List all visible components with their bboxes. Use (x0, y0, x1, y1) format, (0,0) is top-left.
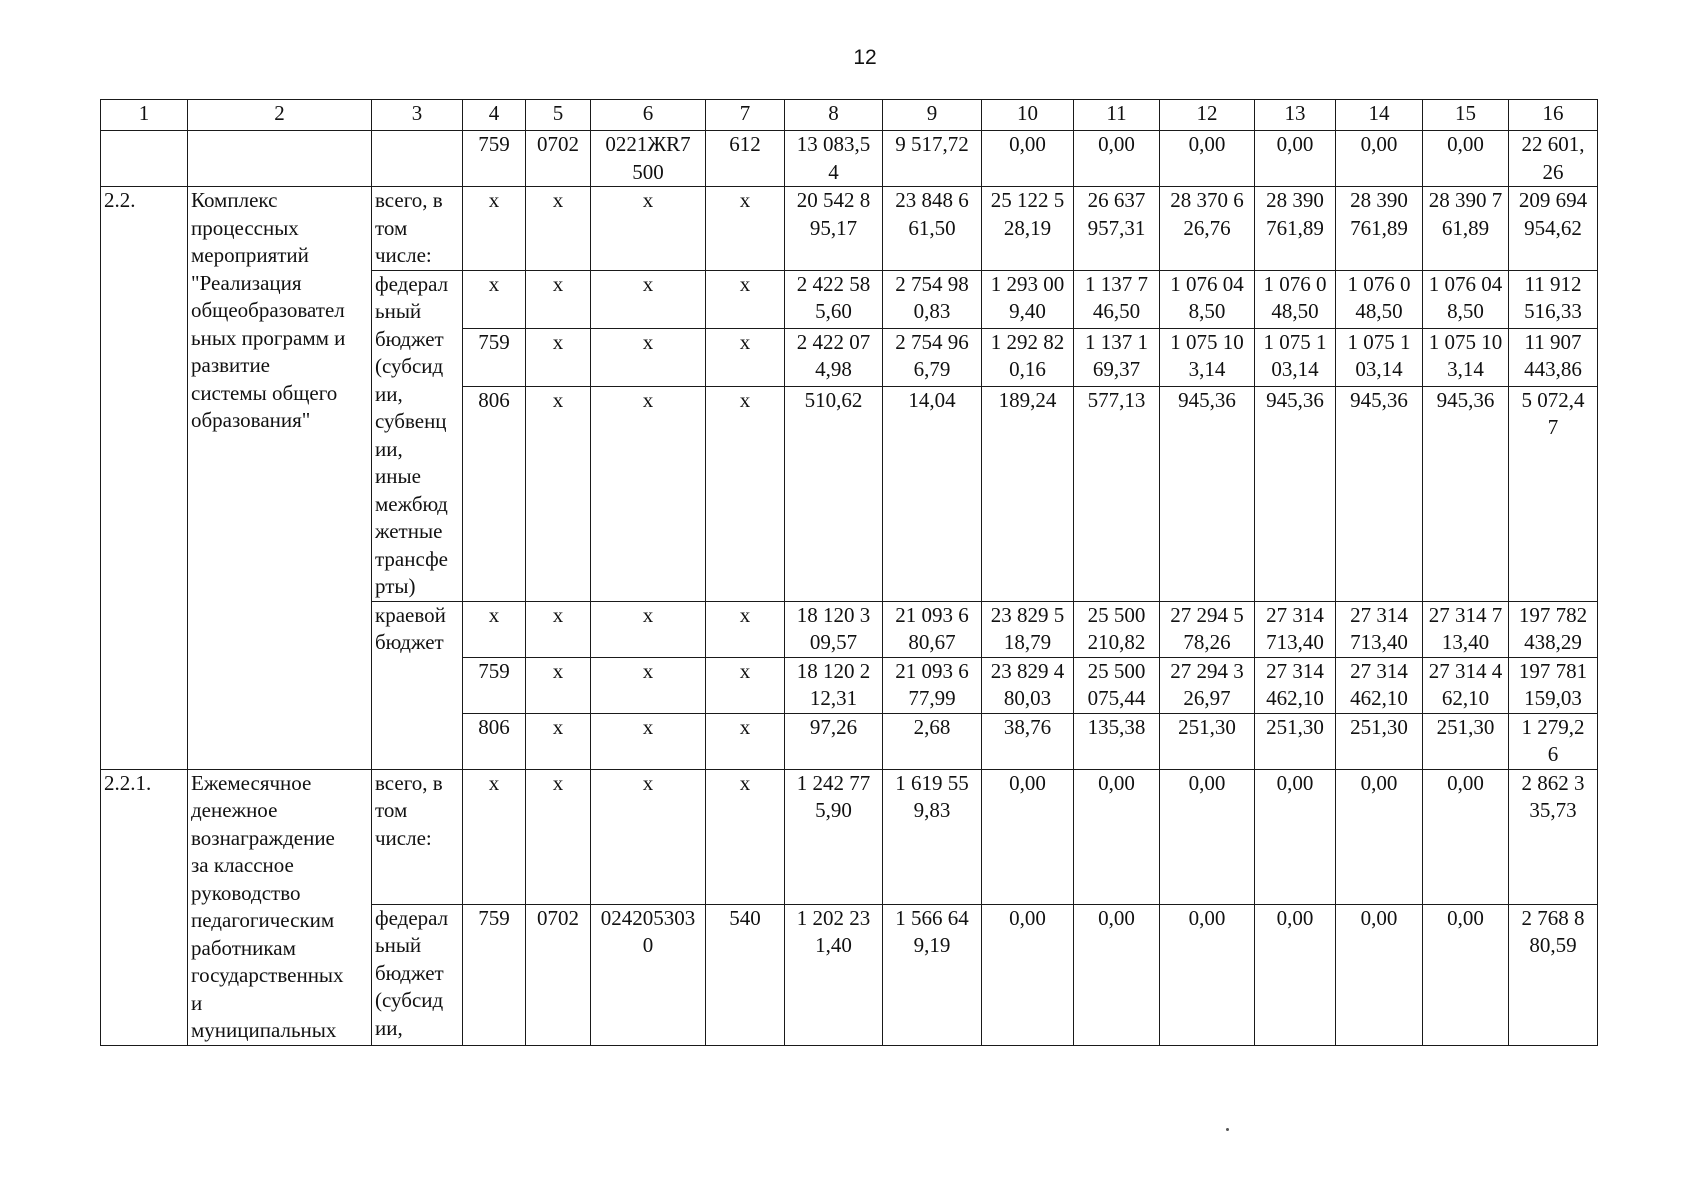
table-cell: 0,00 (1423, 904, 1509, 1045)
header-cell: 6 (591, 100, 706, 131)
table-cell: 0702 (526, 904, 591, 1045)
table-cell: 2,68 (883, 713, 982, 769)
table-cell: 0,00 (1336, 904, 1423, 1045)
table-cell: x (526, 187, 591, 271)
table-row (101, 131, 1598, 187)
table-cell: 251,30 (1423, 713, 1509, 769)
table-cell: 1 075 10 3,14 (1160, 328, 1255, 386)
table-cell: 2.2.1. (101, 769, 188, 1045)
table-cell: 0221ЖR7 500 (591, 131, 706, 187)
table-cell: x (463, 601, 526, 657)
table-cell: 0,00 (1336, 769, 1423, 904)
header-cell: 14 (1336, 100, 1423, 131)
table-cell: 5 072,4 7 (1509, 386, 1598, 601)
table-cell: 97,26 (785, 713, 883, 769)
table-cell: 135,38 (1074, 713, 1160, 769)
table-cell: x (526, 657, 591, 713)
table-cell: Ежемесячное денежное вознаграждение за классное руководство педагогическим работникам государственных и муниципальных (188, 769, 372, 1045)
table-cell: x (706, 657, 785, 713)
table-cell: 0,00 (1074, 769, 1160, 904)
table-cell (188, 131, 372, 187)
table-cell: 0,00 (1255, 904, 1336, 1045)
header-cell: 12 (1160, 100, 1255, 131)
table-cell: всего, в том числе: (372, 187, 463, 271)
budget-table (100, 99, 1598, 1046)
table-cell: 0,00 (1255, 769, 1336, 904)
table-cell (101, 131, 188, 187)
table-cell: Комплекс процессных мероприятий "Реализация общеобразовател ьных программ и развитие системы общего образования" (188, 187, 372, 770)
table-cell: 21 093 6 77,99 (883, 657, 982, 713)
table-cell: федерал ьный бюджет (субсид ии, субвенц ии, иные межбюд жетные трансфе рты) (372, 270, 463, 601)
table-cell: 0,00 (1336, 131, 1423, 187)
table-cell: 1 619 55 9,83 (883, 769, 982, 904)
table-cell: 2 768 8 80,59 (1509, 904, 1598, 1045)
table-cell: x (463, 270, 526, 328)
header-cell: 7 (706, 100, 785, 131)
table-cell: 1 566 64 9,19 (883, 904, 982, 1045)
table-cell: 251,30 (1160, 713, 1255, 769)
table-cell: 1 293 00 9,40 (982, 270, 1074, 328)
table-cell: федерал ьный бюджет (субсид ии, (372, 904, 463, 1045)
table-row (101, 187, 1598, 271)
table-cell: 0,00 (1255, 131, 1336, 187)
table-cell: 9 517,72 (883, 131, 982, 187)
table-cell: 0,00 (1423, 769, 1509, 904)
table-cell: 25 500 075,44 (1074, 657, 1160, 713)
table-cell: 25 122 5 28,19 (982, 187, 1074, 271)
table-cell: 1 076 0 48,50 (1255, 270, 1336, 328)
table-cell: x (526, 328, 591, 386)
table-cell: 189,24 (982, 386, 1074, 601)
table-cell: 1 076 0 48,50 (1336, 270, 1423, 328)
table-cell: 0,00 (1160, 904, 1255, 1045)
table-cell: 18 120 2 12,31 (785, 657, 883, 713)
table-cell: 540 (706, 904, 785, 1045)
table-cell: x (706, 328, 785, 386)
table-cell: 27 314 713,40 (1336, 601, 1423, 657)
table-cell: x (591, 769, 706, 904)
header-row (101, 100, 1598, 131)
table-cell: 38,76 (982, 713, 1074, 769)
table-cell: x (706, 769, 785, 904)
table-cell: 251,30 (1336, 713, 1423, 769)
table-cell: 26 637 957,31 (1074, 187, 1160, 271)
table-cell: краевой бюджет (372, 601, 463, 769)
table-cell: 18 120 3 09,57 (785, 601, 883, 657)
table-cell: x (526, 713, 591, 769)
table-cell (372, 131, 463, 187)
table-cell: 25 500 210,82 (1074, 601, 1160, 657)
table-cell: x (591, 601, 706, 657)
table-cell: 2 422 07 4,98 (785, 328, 883, 386)
table-cell: 14,04 (883, 386, 982, 601)
table-cell: 1 202 23 1,40 (785, 904, 883, 1045)
header-cell: 10 (982, 100, 1074, 131)
table-cell: x (591, 713, 706, 769)
table-cell: 1 279,2 6 (1509, 713, 1598, 769)
table-cell: 11 912 516,33 (1509, 270, 1598, 328)
scan-dot (1226, 1128, 1229, 1131)
table-cell: x (706, 386, 785, 601)
table-cell: 1 075 1 03,14 (1255, 328, 1336, 386)
table-cell: 0,00 (1160, 131, 1255, 187)
header-cell: 15 (1423, 100, 1509, 131)
table-cell: 1 137 7 46,50 (1074, 270, 1160, 328)
page-number: 12 (853, 46, 877, 69)
header-cell: 8 (785, 100, 883, 131)
table-cell: 197 781 159,03 (1509, 657, 1598, 713)
table-body (101, 100, 1598, 1046)
table-cell: x (591, 386, 706, 601)
table-cell: x (463, 769, 526, 904)
table-cell: 23 829 5 18,79 (982, 601, 1074, 657)
table-cell: 510,62 (785, 386, 883, 601)
table-cell: 209 694 954,62 (1509, 187, 1598, 271)
header-cell: 5 (526, 100, 591, 131)
table-cell: x (706, 601, 785, 657)
header-cell: 2 (188, 100, 372, 131)
table-cell: 945,36 (1423, 386, 1509, 601)
table-cell: всего, в том числе: (372, 769, 463, 904)
table-cell: 2 754 98 0,83 (883, 270, 982, 328)
table-cell: 1 292 82 0,16 (982, 328, 1074, 386)
table-cell: 197 782 438,29 (1509, 601, 1598, 657)
table-cell: 28 390 761,89 (1255, 187, 1336, 271)
table-cell: x (591, 328, 706, 386)
table-cell: 13 083,5 4 (785, 131, 883, 187)
table-cell: 21 093 6 80,67 (883, 601, 982, 657)
table-cell: 759 (463, 904, 526, 1045)
table-cell: 0702 (526, 131, 591, 187)
header-cell: 16 (1509, 100, 1598, 131)
table-cell: 945,36 (1336, 386, 1423, 601)
table-cell: 27 294 5 78,26 (1160, 601, 1255, 657)
table-cell: 945,36 (1160, 386, 1255, 601)
table-cell: 11 907 443,86 (1509, 328, 1598, 386)
table-cell: 0,00 (982, 769, 1074, 904)
table-cell: 0,00 (1160, 769, 1255, 904)
table-cell: 23 829 4 80,03 (982, 657, 1074, 713)
table-cell: 28 370 6 26,76 (1160, 187, 1255, 271)
table-cell: 27 314 713,40 (1255, 601, 1336, 657)
table-cell: 251,30 (1255, 713, 1336, 769)
table-cell: 759 (463, 131, 526, 187)
table-cell: 1 076 04 8,50 (1160, 270, 1255, 328)
table-cell: 1 075 10 3,14 (1423, 328, 1509, 386)
table-cell: x (706, 187, 785, 271)
table-cell: 577,13 (1074, 386, 1160, 601)
table-cell: 612 (706, 131, 785, 187)
table-cell: x (591, 187, 706, 271)
table-cell: 0,00 (1074, 131, 1160, 187)
table-cell: 23 848 6 61,50 (883, 187, 982, 271)
table-cell: 2 862 3 35,73 (1509, 769, 1598, 904)
table-cell: x (463, 187, 526, 271)
header-cell: 1 (101, 100, 188, 131)
table-cell: 759 (463, 657, 526, 713)
table-cell: 0,00 (1423, 131, 1509, 187)
table-cell: x (591, 270, 706, 328)
table-cell: 2 422 58 5,60 (785, 270, 883, 328)
table-cell: 27 314 462,10 (1336, 657, 1423, 713)
table-cell: x (526, 769, 591, 904)
header-cell: 3 (372, 100, 463, 131)
table-cell: 0,00 (982, 131, 1074, 187)
header-cell: 4 (463, 100, 526, 131)
table-cell: 1 076 04 8,50 (1423, 270, 1509, 328)
table-cell: x (526, 386, 591, 601)
table-row (101, 769, 1598, 904)
table-cell: 1 242 77 5,90 (785, 769, 883, 904)
header-cell: 11 (1074, 100, 1160, 131)
table-cell: 27 294 3 26,97 (1160, 657, 1255, 713)
table-cell: 024205303 0 (591, 904, 706, 1045)
table-cell: 945,36 (1255, 386, 1336, 601)
table-cell: x (706, 270, 785, 328)
table-cell: 2.2. (101, 187, 188, 770)
table-cell: 28 390 7 61,89 (1423, 187, 1509, 271)
table-cell: x (526, 601, 591, 657)
table-cell: 806 (463, 713, 526, 769)
table-cell: 759 (463, 328, 526, 386)
table-cell: 806 (463, 386, 526, 601)
table-cell: 1 075 1 03,14 (1336, 328, 1423, 386)
table-cell: 27 314 462,10 (1255, 657, 1336, 713)
table-cell: x (591, 657, 706, 713)
table-cell: 27 314 4 62,10 (1423, 657, 1509, 713)
table-cell: x (526, 270, 591, 328)
table-cell: x (706, 713, 785, 769)
table-cell: 1 137 1 69,37 (1074, 328, 1160, 386)
table-cell: 0,00 (982, 904, 1074, 1045)
table-cell: 2 754 96 6,79 (883, 328, 982, 386)
table-cell: 22 601, 26 (1509, 131, 1598, 187)
header-cell: 13 (1255, 100, 1336, 131)
table-cell: 27 314 7 13,40 (1423, 601, 1509, 657)
table-cell: 28 390 761,89 (1336, 187, 1423, 271)
table-cell: 20 542 8 95,17 (785, 187, 883, 271)
header-cell: 9 (883, 100, 982, 131)
table-cell: 0,00 (1074, 904, 1160, 1045)
